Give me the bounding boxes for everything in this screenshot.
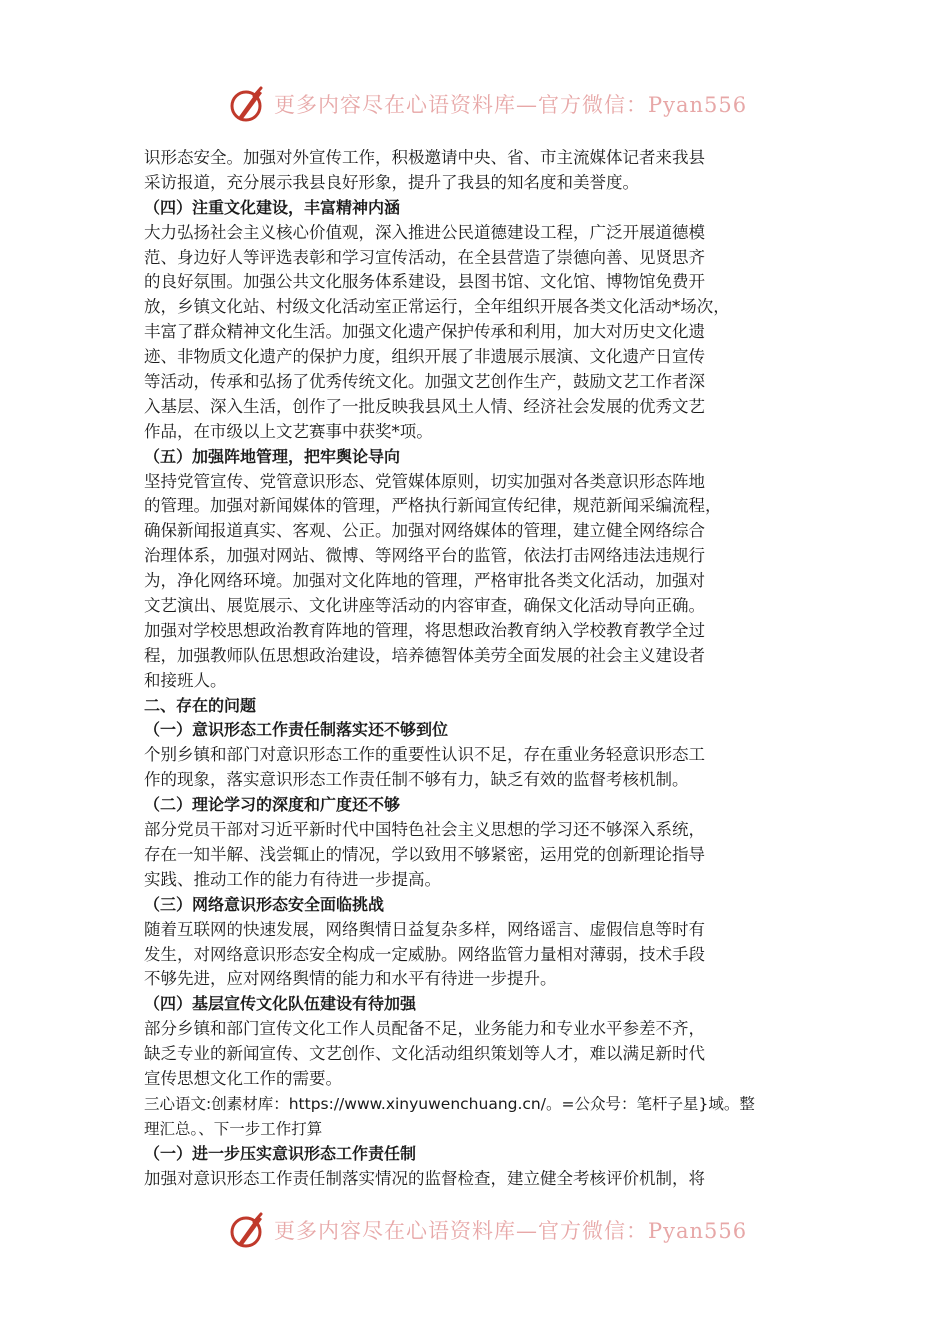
header-watermark-text: 更多内容尽在心语资料库—官方微信：Pyan556: [274, 93, 748, 117]
section-heading: （五）加强阵地管理，把牢舆论导向: [144, 446, 401, 466]
section-heading: （三）网络意识形态安全面临挑战: [144, 894, 385, 914]
text-line: 等活动，传承和弘扬了优秀传统文化。加强文艺创作生产，鼓励文艺工作者深: [144, 372, 705, 392]
text-line: 坚持党管宣传、党管意识形态、党管媒体原则，切实加强对各类意识形态阵地: [144, 471, 705, 491]
text-line: 确保新闻报道真实、客观、公正。加强对网络媒体的管理，建立健全网络综合: [144, 521, 705, 541]
text-line: 丰富了群众精神文化生活。加强文化遗产保护传承和利用，加大对历史文化遗: [144, 322, 705, 342]
text-line: 理汇总。、下一步工作打算: [144, 1119, 323, 1138]
text-line: 实践、推动工作的能力有待进一步提高。: [144, 869, 441, 889]
text-line: 不够先进，应对网络舆情的能力和水平有待进一步提升。: [144, 969, 557, 989]
text-line: 范、身边好人等评选表彰和学习宣传活动，在全县营造了崇德向善、见贤思齐: [144, 247, 705, 267]
text-line: 迹、非物质文化遗产的保护力度，组织开展了非遗展示展演、文化遗产日宣传: [144, 347, 705, 367]
text-line: 存在一知半解、浅尝辄止的情况，学以致用不够紧密，运用党的创新理论指导: [144, 844, 705, 864]
document-body: [144, 146, 814, 1191]
text-line: 加强对意识形态工作责任制落实情况的监督检查，建立健全考核评价机制，将: [144, 1168, 705, 1188]
text-line: 三心语文:创素材库：https://www.xinyuwenchuang.cn/。=公众号：笔杆子星}域。整: [144, 1094, 755, 1113]
text-line: 程，加强教师队伍思想政治建设，培养德智体美劳全面发展的社会主义建设者: [144, 645, 705, 665]
text-line: 大力弘扬社会主义核心价值观，深入推进公民道德建设工程，广泛开展道德模: [144, 222, 705, 242]
text-line: 部分乡镇和部门宣传文化工作人员配备不足，业务能力和专业水平参差不齐，: [144, 1019, 705, 1039]
text-line: 作品，在市级以上文艺赛事中获奖*项。: [144, 421, 433, 441]
section-heading: （一）进一步压实意识形态工作责任制: [144, 1143, 417, 1163]
text-line: 和接班人。: [144, 670, 227, 690]
text-line: 随着互联网的快速发展，网络舆情日益复杂多样，网络谣言、虚假信息等时有: [144, 919, 705, 939]
text-line: 缺乏专业的新闻宣传、文艺创作、文化活动组织策划等人才，难以满足新时代: [144, 1044, 705, 1064]
text-line: 入基层、深入生活，创作了一批反映我县风土人情、经济社会发展的优秀文艺: [144, 396, 705, 416]
section-heading: 二、存在的问题: [144, 695, 257, 715]
text-line: 加强对学校思想政治教育阵地的管理，将思想政治教育纳入学校教育教学全过: [144, 620, 705, 640]
section-heading: （二）理论学习的深度和广度还不够: [144, 795, 401, 815]
text-line: 部分党员干部对习近平新时代中国特色社会主义思想的学习还不够深入系统，: [144, 820, 705, 840]
text-line: 的管理。加强对新闻媒体的管理，严格执行新闻宣传纪律，规范新闻采编流程，: [144, 496, 722, 516]
text-line: 文艺演出、展览展示、文化讲座等活动的内容审查，确保文化活动导向正确。: [144, 596, 705, 616]
section-heading: （四）基层宣传文化队伍建设有待加强: [144, 994, 417, 1014]
text-line: 宣传思想文化工作的需要。: [144, 1068, 342, 1088]
text-line: 作的现象，落实意识形态工作责任制不够有力，缺乏有效的监督考核机制。: [144, 770, 689, 790]
section-heading: （一）意识形态工作责任制落实还不够到位: [144, 720, 449, 740]
footer-watermark-text: 更多内容尽在心语资料库—官方微信：Pyan556: [274, 1219, 748, 1243]
text-line: 为，净化网络环境。加强对文化阵地的管理，严格审批各类文化活动，加强对: [144, 571, 705, 591]
quill-pen-logo-icon: [228, 84, 268, 124]
text-line: 治理体系，加强对网站、微博、等网络平台的监管，依法打击网络违法违规行: [144, 546, 705, 566]
text-line: 采访报道，充分展示我县良好形象，提升了我县的知名度和美誉度。: [144, 172, 639, 192]
quill-pen-logo-icon: [228, 1210, 268, 1250]
footer-watermark-banner: [0, 1208, 950, 1252]
text-line: 识形态安全。加强对外宣传工作，积极邀请中央、省、市主流媒体记者来我县: [144, 148, 705, 167]
header-watermark-banner: [0, 82, 950, 126]
text-line: 的良好氛围。加强公共文化服务体系建设，县图书馆、文化馆、博物馆免费开: [144, 272, 705, 292]
text-line: 发生，对网络意识形态安全构成一定威胁。网络监管力量相对薄弱，技术手段: [144, 944, 705, 964]
text-line: 个别乡镇和部门对意识形态工作的重要性认识不足，存在重业务轻意识形态工: [144, 745, 705, 765]
text-line: 放，乡镇文化站、村级文化活动室正常运行，全年组织开展各类文化活动*场次，: [144, 297, 730, 317]
section-heading: （四）注重文化建设，丰富精神内涵: [144, 197, 401, 217]
